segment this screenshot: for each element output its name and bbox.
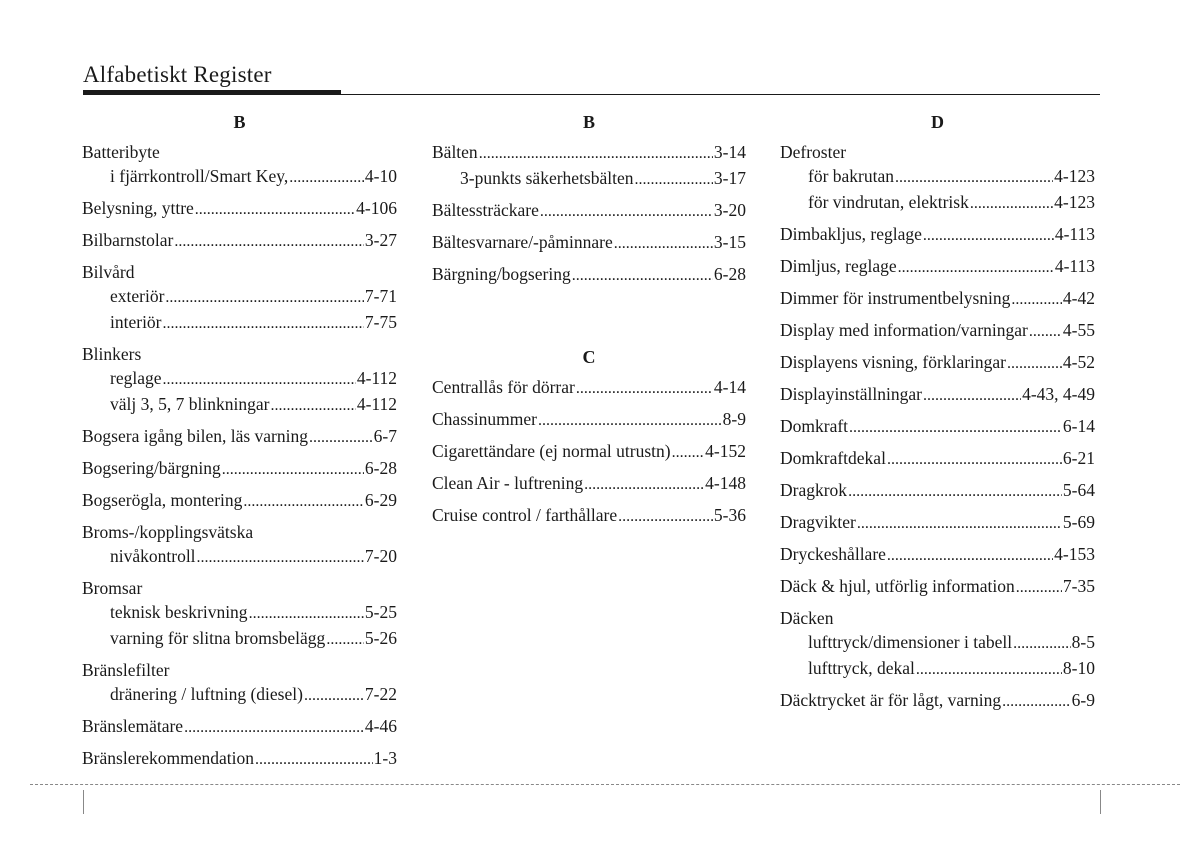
dot-leader xyxy=(614,232,713,256)
entry-page-ref: 7-75 xyxy=(364,312,397,332)
dot-leader xyxy=(197,546,364,570)
entry-term: nivåkontroll xyxy=(110,546,196,566)
dot-leader xyxy=(538,409,722,433)
entry-page-ref: 7-22 xyxy=(364,684,397,704)
entry-page-ref: 4-123 xyxy=(1054,192,1095,212)
entry-page-ref: 7-35 xyxy=(1062,576,1095,596)
index-entry xyxy=(432,503,746,529)
entry-term: Dimljus, reglage xyxy=(780,256,897,276)
entry-page-ref: 4-10 xyxy=(364,166,397,186)
dot-leader xyxy=(635,168,713,192)
entry-term: Bromsar xyxy=(82,578,143,598)
entry-page-ref: 4-113 xyxy=(1054,224,1095,244)
index-entry xyxy=(432,198,746,224)
entry-page-ref: 4-153 xyxy=(1054,544,1095,564)
dot-leader xyxy=(195,198,355,222)
entry-page-ref: 5-36 xyxy=(713,505,746,525)
entry-page-ref: 4-14 xyxy=(713,377,746,397)
entry-page-ref: 7-20 xyxy=(364,546,397,566)
section-letter: B xyxy=(233,112,246,132)
entry-term: Centrallås för dörrar xyxy=(432,377,575,397)
index-entry xyxy=(780,510,1095,536)
index-subentry xyxy=(82,544,397,570)
dot-leader xyxy=(849,416,1062,440)
entry-term: Domkraftdekal xyxy=(780,448,886,468)
index-entry xyxy=(780,254,1095,280)
index-column-1 xyxy=(82,110,397,772)
dot-leader xyxy=(672,441,705,465)
index-entry xyxy=(432,439,746,465)
entry-page-ref: 4-123 xyxy=(1054,166,1095,186)
index-entry xyxy=(780,318,1095,344)
dot-leader xyxy=(970,192,1053,216)
index-entry xyxy=(780,382,1095,408)
dot-leader xyxy=(249,602,364,626)
index-entry xyxy=(432,262,746,288)
entry-term: välj 3, 5, 7 blinkningar xyxy=(110,394,270,414)
index-entry xyxy=(432,230,746,256)
index-entry xyxy=(780,350,1095,376)
entry-term: Däck & hjul, utförlig information xyxy=(780,576,1015,596)
index-entry xyxy=(780,446,1095,472)
entry-term: Defroster xyxy=(780,142,847,162)
entry-term: Bogsera igång bilen, läs varning xyxy=(82,426,308,446)
index-column-3 xyxy=(780,110,1095,714)
footer-tick-right xyxy=(1100,790,1101,814)
index-entry xyxy=(82,576,397,600)
index-entry xyxy=(82,342,397,366)
entry-term: interiör xyxy=(110,312,162,332)
index-subentry xyxy=(780,164,1095,190)
dot-leader xyxy=(163,368,356,392)
entry-term: Dragkrok xyxy=(780,480,848,500)
index-subentry xyxy=(82,284,397,310)
entry-page-ref: 6-21 xyxy=(1062,448,1095,468)
index-subentry xyxy=(82,600,397,626)
dot-leader xyxy=(255,748,373,772)
index-subentry xyxy=(432,166,746,192)
entry-page-ref: 4-42 xyxy=(1062,288,1095,308)
entry-term: lufttryck/dimensioner i tabell xyxy=(808,632,1013,652)
entry-term: Däcken xyxy=(780,608,834,628)
entry-term: Display med information/varningar xyxy=(780,320,1028,340)
entry-term: Bärgning/bogsering xyxy=(432,264,571,284)
dot-leader xyxy=(923,224,1054,248)
section-letter: D xyxy=(931,112,944,132)
entry-term: Cigarettändare (ej normal utrustn) xyxy=(432,441,671,461)
index-entry xyxy=(780,414,1095,440)
entry-page-ref: 3-17 xyxy=(713,168,746,188)
entry-term: Bältessträckare xyxy=(432,200,539,220)
index-entry xyxy=(780,478,1095,504)
dot-leader xyxy=(1013,632,1071,656)
entry-page-ref: 6-14 xyxy=(1062,416,1095,436)
entry-page-ref: 3-15 xyxy=(713,232,746,252)
entry-term: Displayinställningar xyxy=(780,384,922,404)
entry-page-ref: 4-152 xyxy=(705,441,746,461)
entry-term: Dimmer för instrumentbelysning xyxy=(780,288,1011,308)
dot-leader xyxy=(243,490,364,514)
index-entry xyxy=(432,140,746,166)
entry-page-ref: 4-46 xyxy=(364,716,397,736)
dot-leader xyxy=(163,312,364,336)
index-entry xyxy=(82,456,397,482)
index-entry xyxy=(780,606,1095,630)
entry-page-ref: 4-113 xyxy=(1054,256,1095,276)
dot-leader xyxy=(916,658,1062,682)
entry-term: Blinkers xyxy=(82,344,142,364)
index-entry xyxy=(82,228,397,254)
dot-leader xyxy=(923,384,1021,408)
footer-dashed-rule xyxy=(30,784,1180,785)
index-entry xyxy=(780,140,1095,164)
entry-term: Bilbarnstolar xyxy=(82,230,174,250)
dot-leader xyxy=(184,716,364,740)
entry-page-ref: 6-7 xyxy=(373,426,397,446)
dot-leader xyxy=(289,166,364,190)
dot-leader xyxy=(165,286,364,310)
entry-page-ref: 4-112 xyxy=(356,368,397,388)
entry-term: reglage xyxy=(110,368,162,388)
entry-page-ref: 7-71 xyxy=(364,286,397,306)
index-subentry xyxy=(82,392,397,418)
dot-leader xyxy=(898,256,1054,280)
index-column-2 xyxy=(432,110,746,529)
dot-leader xyxy=(174,230,364,254)
index-subentry xyxy=(780,630,1095,656)
entry-term: Bränslefilter xyxy=(82,660,170,680)
dot-leader xyxy=(1011,288,1062,312)
entry-term: Dryckeshållare xyxy=(780,544,886,564)
index-entry xyxy=(82,746,397,772)
dot-leader xyxy=(895,166,1053,190)
entry-term: Dimbakljus, reglage xyxy=(780,224,922,244)
entry-term: Bränslemätare xyxy=(82,716,184,736)
index-subentry xyxy=(82,626,397,652)
entry-term: Broms-/kopplingsvätska xyxy=(82,522,254,542)
index-entry xyxy=(82,260,397,284)
dot-leader xyxy=(572,264,713,288)
dot-leader xyxy=(479,142,713,166)
page-title: Alfabetiskt Register xyxy=(83,62,272,87)
entry-term: Bogsering/bärgning xyxy=(82,458,221,478)
index-entry xyxy=(780,286,1095,312)
entry-term: 3-punkts säkerhetsbälten xyxy=(460,168,634,188)
entry-page-ref: 6-9 xyxy=(1071,690,1095,710)
dot-leader xyxy=(584,473,704,497)
header-rule-thin xyxy=(83,94,1100,95)
dot-leader xyxy=(887,544,1053,568)
entry-page-ref: 3-20 xyxy=(713,200,746,220)
entry-term: i fjärrkontroll/Smart Key, xyxy=(110,166,289,186)
section-letter: C xyxy=(582,347,596,367)
entry-term: Domkraft xyxy=(780,416,849,436)
index-entry xyxy=(82,488,397,514)
dot-leader xyxy=(576,377,713,401)
entry-page-ref: 6-29 xyxy=(364,490,397,510)
entry-term: för bakrutan xyxy=(808,166,895,186)
entry-term: Belysning, yttre xyxy=(82,198,194,218)
index-entry xyxy=(82,140,397,164)
entry-page-ref: 4-55 xyxy=(1062,320,1095,340)
entry-term: Bränslerekommendation xyxy=(82,748,255,768)
entry-page-ref: 5-64 xyxy=(1062,480,1095,500)
entry-page-ref: 4-43, 4-49 xyxy=(1022,384,1095,404)
entry-page-ref: 4-106 xyxy=(356,198,397,218)
dot-leader xyxy=(848,480,1062,504)
entry-term: lufttryck, dekal xyxy=(808,658,915,678)
entry-page-ref: 3-14 xyxy=(713,142,746,162)
entry-page-ref: 8-9 xyxy=(722,409,746,429)
entry-page-ref: 4-112 xyxy=(356,394,397,414)
dot-leader xyxy=(857,512,1062,536)
entry-page-ref: 8-5 xyxy=(1071,632,1095,652)
index-entry xyxy=(780,574,1095,600)
entry-term: Bilvård xyxy=(82,262,135,282)
entry-term: Batteribyte xyxy=(82,142,160,162)
entry-term: Bältesvarnare/-påminnare xyxy=(432,232,613,252)
entry-term: för vindrutan, elektrisk xyxy=(808,192,969,212)
dot-leader xyxy=(1016,576,1062,600)
entry-page-ref: 5-26 xyxy=(364,628,397,648)
index-entry xyxy=(82,424,397,450)
entry-page-ref: 8-10 xyxy=(1062,658,1095,678)
dot-leader xyxy=(326,628,364,652)
index-entry xyxy=(432,471,746,497)
index-entry xyxy=(432,375,746,401)
entry-term: Däcktrycket är för lågt, varning xyxy=(780,690,1002,710)
entry-term: teknisk beskrivning xyxy=(110,602,248,622)
entry-page-ref: 5-69 xyxy=(1062,512,1095,532)
index-entry xyxy=(780,688,1095,714)
dot-leader xyxy=(1002,690,1071,714)
index-entry xyxy=(780,222,1095,248)
index-subentry xyxy=(82,310,397,336)
entry-page-ref: 3-27 xyxy=(364,230,397,250)
dot-leader xyxy=(618,505,713,529)
dot-leader xyxy=(540,200,713,224)
index-entry xyxy=(82,196,397,222)
entry-term: Clean Air - luftrening xyxy=(432,473,584,493)
index-entry xyxy=(82,520,397,544)
entry-term: Dragvikter xyxy=(780,512,856,532)
dot-leader xyxy=(270,394,355,418)
dot-leader xyxy=(304,684,364,708)
index-entry xyxy=(82,658,397,682)
dot-leader xyxy=(887,448,1062,472)
entry-page-ref: 5-25 xyxy=(364,602,397,622)
entry-page-ref: 4-52 xyxy=(1062,352,1095,372)
index-entry xyxy=(432,407,746,433)
dot-leader xyxy=(309,426,373,450)
entry-page-ref: 6-28 xyxy=(713,264,746,284)
footer-tick-left xyxy=(83,790,84,814)
index-entry xyxy=(82,714,397,740)
index-subentry xyxy=(82,164,397,190)
dot-leader xyxy=(222,458,364,482)
entry-term: exteriör xyxy=(110,286,165,306)
entry-term: varning för slitna bromsbelägg xyxy=(110,628,326,648)
entry-page-ref: 6-28 xyxy=(364,458,397,478)
index-subentry xyxy=(780,190,1095,216)
entry-term: Chassinummer xyxy=(432,409,537,429)
index-subentry xyxy=(780,656,1095,682)
entry-term: Bälten xyxy=(432,142,478,162)
entry-term: Displayens visning, förklaringar xyxy=(780,352,1006,372)
entry-page-ref: 1-3 xyxy=(373,748,397,768)
entry-term: dränering / luftning (diesel) xyxy=(110,684,303,704)
section-letter: B xyxy=(582,112,595,132)
index-subentry xyxy=(82,366,397,392)
index-entry xyxy=(780,542,1095,568)
entry-page-ref: 4-148 xyxy=(705,473,746,493)
entry-term: Bogserögla, montering xyxy=(82,490,243,510)
dot-leader xyxy=(1029,320,1062,344)
index-subentry xyxy=(82,682,397,708)
dot-leader xyxy=(1007,352,1062,376)
entry-term: Cruise control / farthållare xyxy=(432,505,618,525)
